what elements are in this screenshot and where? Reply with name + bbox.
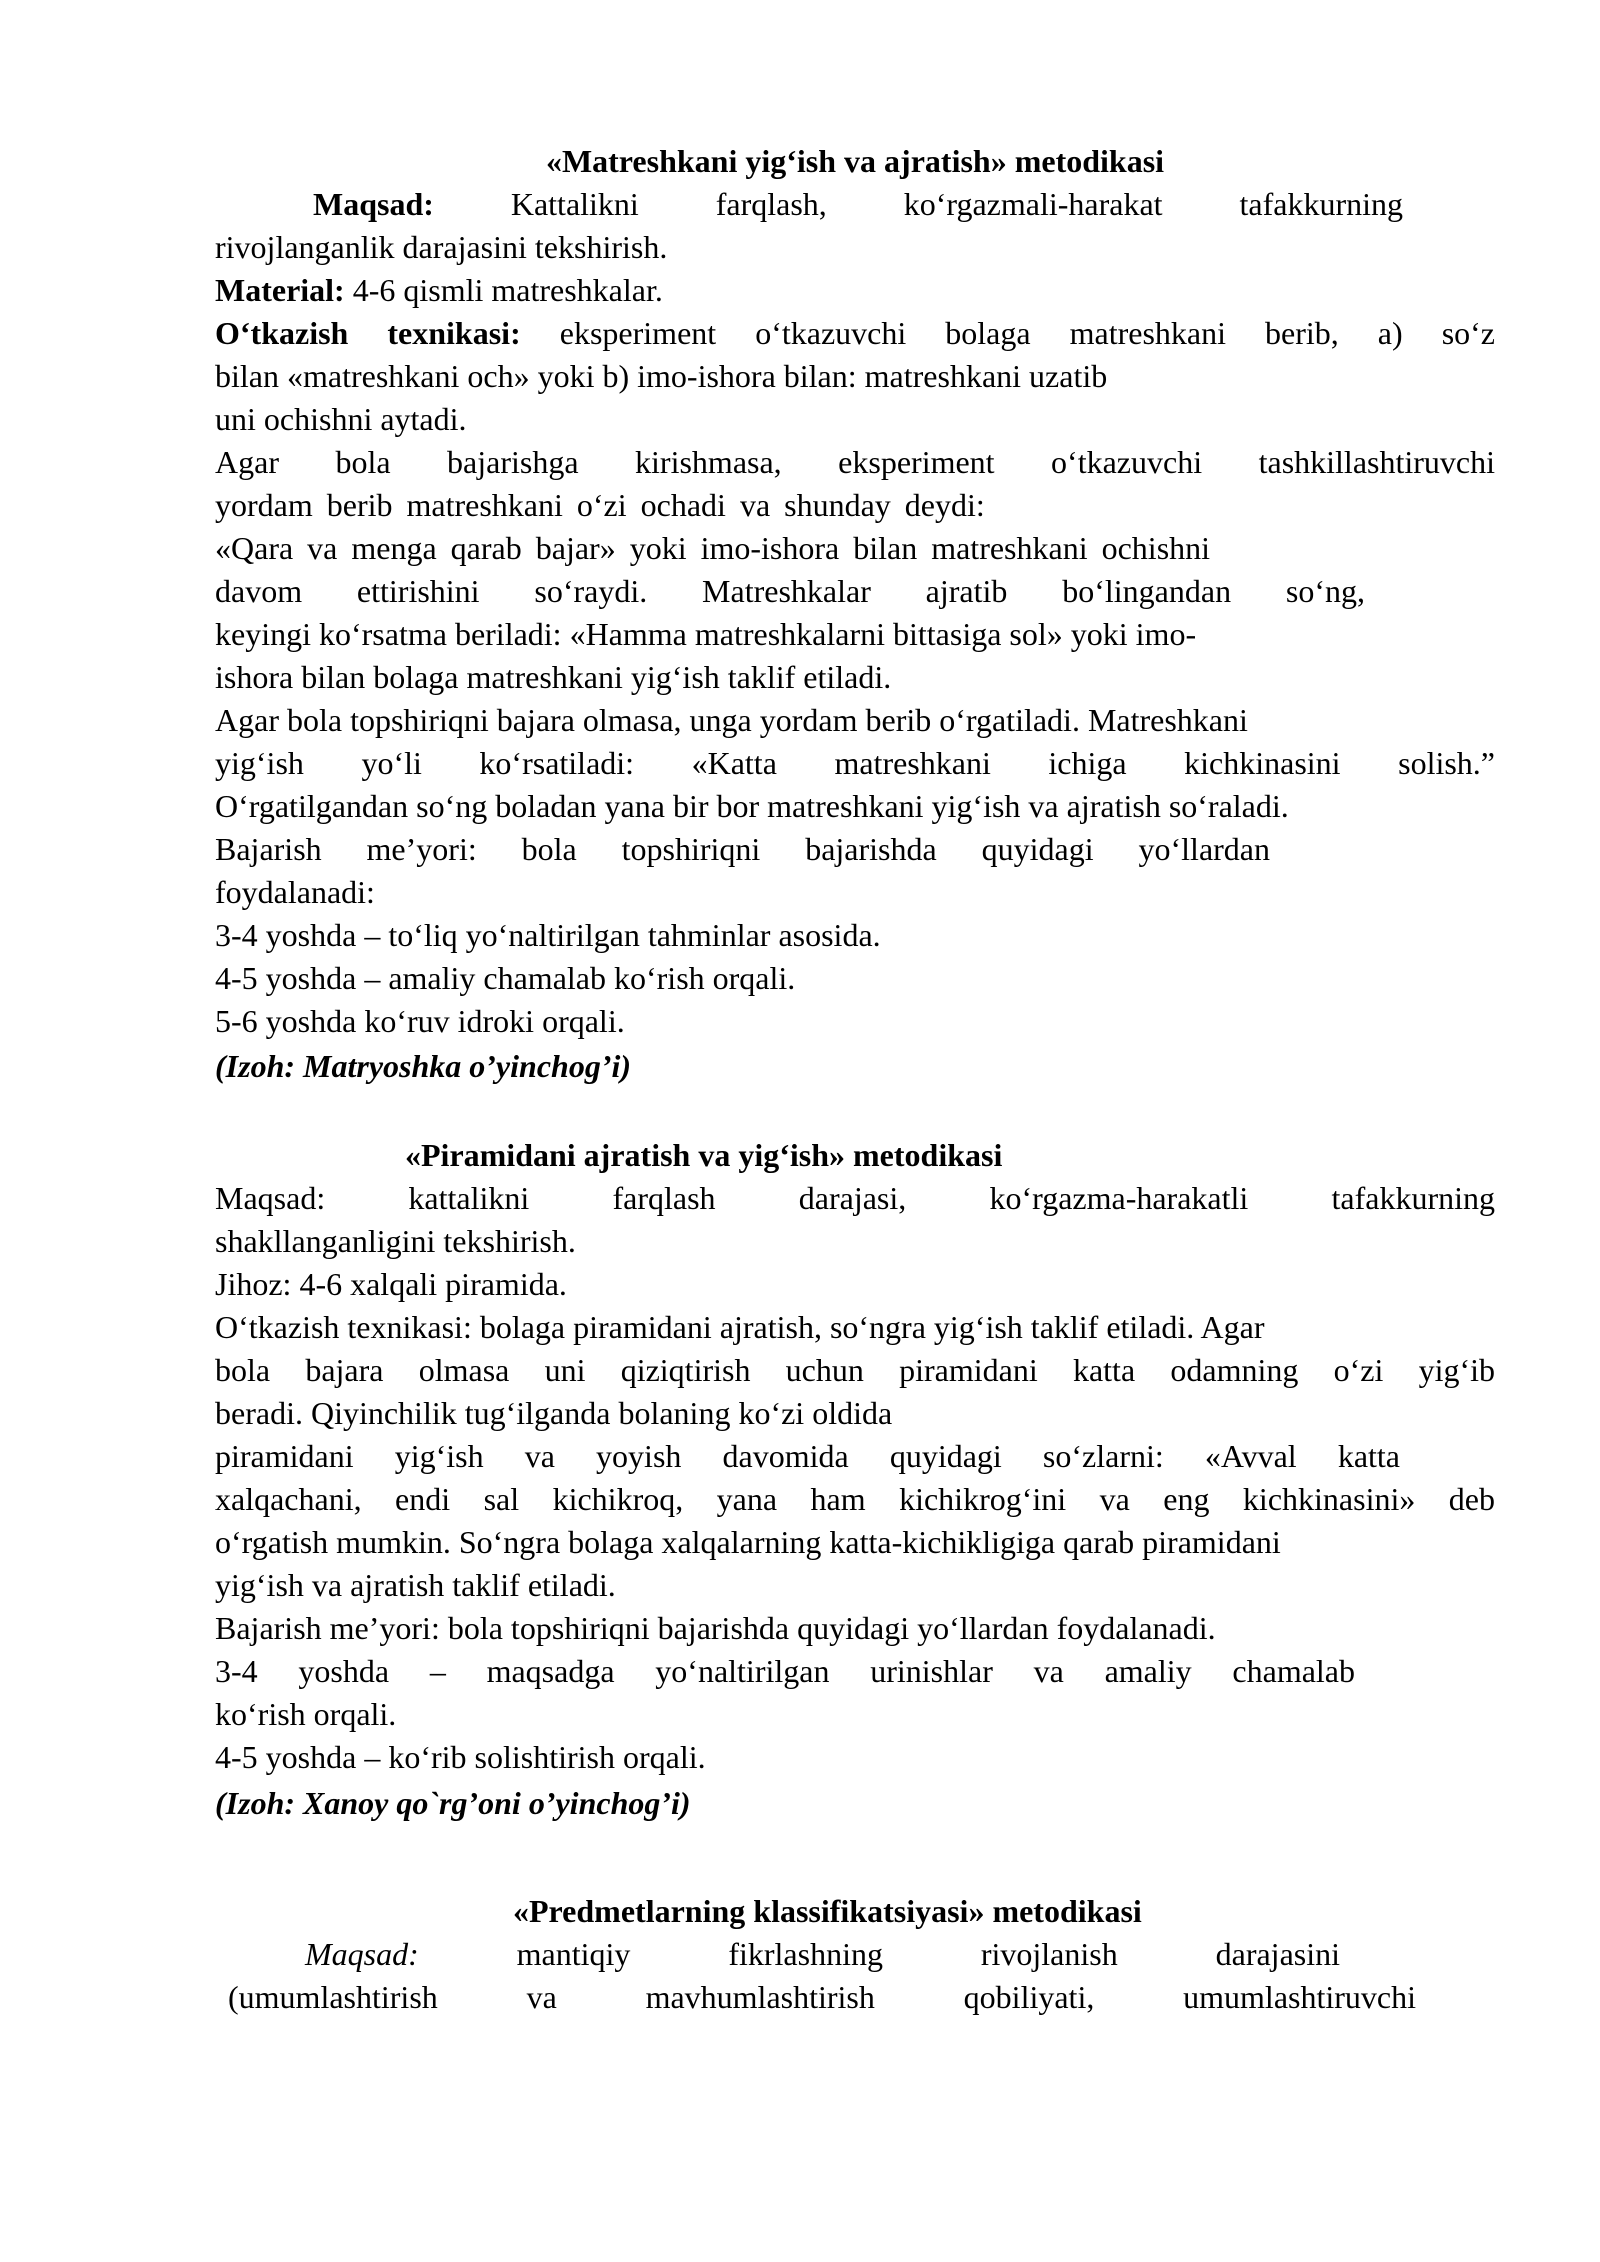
section1-p2-line1: Agar bola bajarishga kirishmasa, eksperiment o‘tkazuvchi tashkillashtiruvchi (215, 444, 1495, 480)
section1-tech-line3: uni ochishni aytadi. (215, 401, 467, 437)
material-label: Material: (215, 272, 345, 308)
section2-tech-line7: yig‘ish va ajratish taklif etiladi. (215, 1567, 616, 1603)
section1-title: «Matreshkani yig‘ish va ajratish» metodikasi (545, 143, 1165, 179)
tech-text: eksperiment o‘tkazuvchi bolaga matreshkani berib, a) so‘z (520, 315, 1496, 351)
goal-label: Maqsad: (305, 1936, 419, 1972)
section1-p3-line3: O‘rgatilgandan so‘ng boladan yana bir bor matreshkani yig‘ish va ajratish so‘raladi. (215, 788, 1289, 824)
material-text: 4-6 qismli matreshkalar. (344, 272, 663, 308)
section1-criteria-line2: foydalanadi: (215, 874, 375, 910)
goal-text: Kattalikni farqlash, ko‘rgazmali-harakat tafakkurning (510, 186, 1404, 222)
section3-goal-line2: (umumlashtirish va mavhumlashtirish qobiliyati, umumlashtiruvchi (228, 1979, 1416, 2015)
section1-goal-line1 (313, 183, 1403, 226)
section2-age-item: 3-4 yoshda – maqsadga yo‘naltirilgan urinishlar va amaliy chamalab (215, 1653, 1355, 1689)
section1-p2-line2: yordam berib matreshkani o‘zi ochadi va shunday deydi: (215, 487, 985, 523)
section2-tech-line1: O‘tkazish texnikasi: bolaga piramidani ajratish, so‘ngra yig‘ish taklif etiladi. Agar (215, 1309, 1265, 1345)
section2-age-item-cont: ko‘rish orqali. (215, 1696, 397, 1732)
section1-p2-line4: davom ettirishini so‘raydi. Matreshkalar ajratib bo‘lingandan so‘ng, (215, 573, 1365, 609)
section1-age-item: 3-4 yoshda – to‘liq yo‘naltirilgan tahminlar asosida. (215, 917, 881, 953)
section2-tech-line2: bola bajara olmasa uni qiziqtirish uchun piramidani katta odamning o‘zi yig‘ib (215, 1352, 1495, 1388)
section2-tech-line5: xalqachani, endi sal kichikroq, yana ham kichikrog‘ini va eng kichkinasini» deb (215, 1481, 1495, 1517)
section2-goal-line1: Maqsad: kattalikni farqlash darajasi, ko‘rgazma-harakatli tafakkurning (215, 1180, 1495, 1216)
section1-p3-line1: Agar bola topshiriqni bajara olmasa, unga yordam berib o‘rgatiladi. Matreshkani (215, 702, 1248, 738)
section2-title: «Piramidani ajratish va yig‘ish» metodikasi (405, 1137, 1003, 1173)
section2-tech-line6: o‘rgatish mumkin. So‘ngra bolaga xalqalarning katta-kichikligiga qarab piramidani (215, 1524, 1281, 1560)
section1-goal-line2: rivojlanganlik darajasini tekshirish. (215, 229, 668, 265)
section2-equipment: Jihoz: 4-6 xalqali piramida. (215, 1266, 567, 1302)
section3-title: «Predmetlarning klassifikatsiyasi» metodikasi (513, 1893, 1142, 1929)
section1-p2-line5: keyingi ko‘rsatma beriladi: «Hamma matreshkalarni bittasiga sol» yoki imo- (215, 616, 1197, 652)
section2-tech-line3: beradi. Qiyinchilik tug‘ilganda bolaning ko‘zi oldida (215, 1395, 893, 1431)
section2-age-item: 4-5 yoshda – ko‘rib solishtirish orqali. (215, 1739, 706, 1775)
section1-p2-line3: «Qara va menga qarab bajar» yoki imo-ishora bilan matreshkani ochishni (215, 530, 1211, 566)
section2-tech-line4: piramidani yig‘ish va yoyish davomida quyidagi so‘zlarni: «Avval katta (215, 1438, 1400, 1474)
section1-age-item: 4-5 yoshda – amaliy chamalab ko‘rish orqali. (215, 960, 796, 996)
section1-tech-line1 (215, 312, 1495, 355)
section1-criteria-line1: Bajarish me’yori: bola topshiriqni bajarishda quyidagi yo‘llardan (215, 831, 1270, 867)
section2-goal-line2: shakllanganligini tekshirish. (215, 1223, 576, 1259)
section3-goal-line1 (305, 1933, 1340, 1976)
section1-p3-line2: yig‘ish yo‘li ko‘rsatiladi: «Katta matreshkani ichiga kichkinasini solish.” (215, 745, 1495, 781)
goal-label: Maqsad: (313, 186, 434, 222)
section2-note: (Izoh: Xanoy qo`rg’oni o’yinchog’i) (215, 1785, 691, 1821)
section1-material (215, 269, 1495, 312)
section1-p2-line6: ishora bilan bolaga matreshkani yig‘ish taklif etiladi. (215, 659, 892, 695)
goal-text: mantiqiy fikrlashning rivojlanish darajasini (516, 1936, 1340, 1972)
section2-criteria: Bajarish me’yori: bola topshiriqni bajarishda quyidagi yo‘llardan foydalanadi. (215, 1610, 1216, 1646)
section1-tech-line2: bilan «matreshkani och» yoki b) imo-ishora bilan: matreshkani uzatib (215, 358, 1108, 394)
tech-label: O‘tkazish texnikasi: (215, 315, 521, 351)
section1-age-item: 5-6 yoshda ko‘ruv idroki orqali. (215, 1003, 625, 1039)
section1-note: (Izoh: Matryoshka o’yinchog’i) (215, 1048, 632, 1084)
